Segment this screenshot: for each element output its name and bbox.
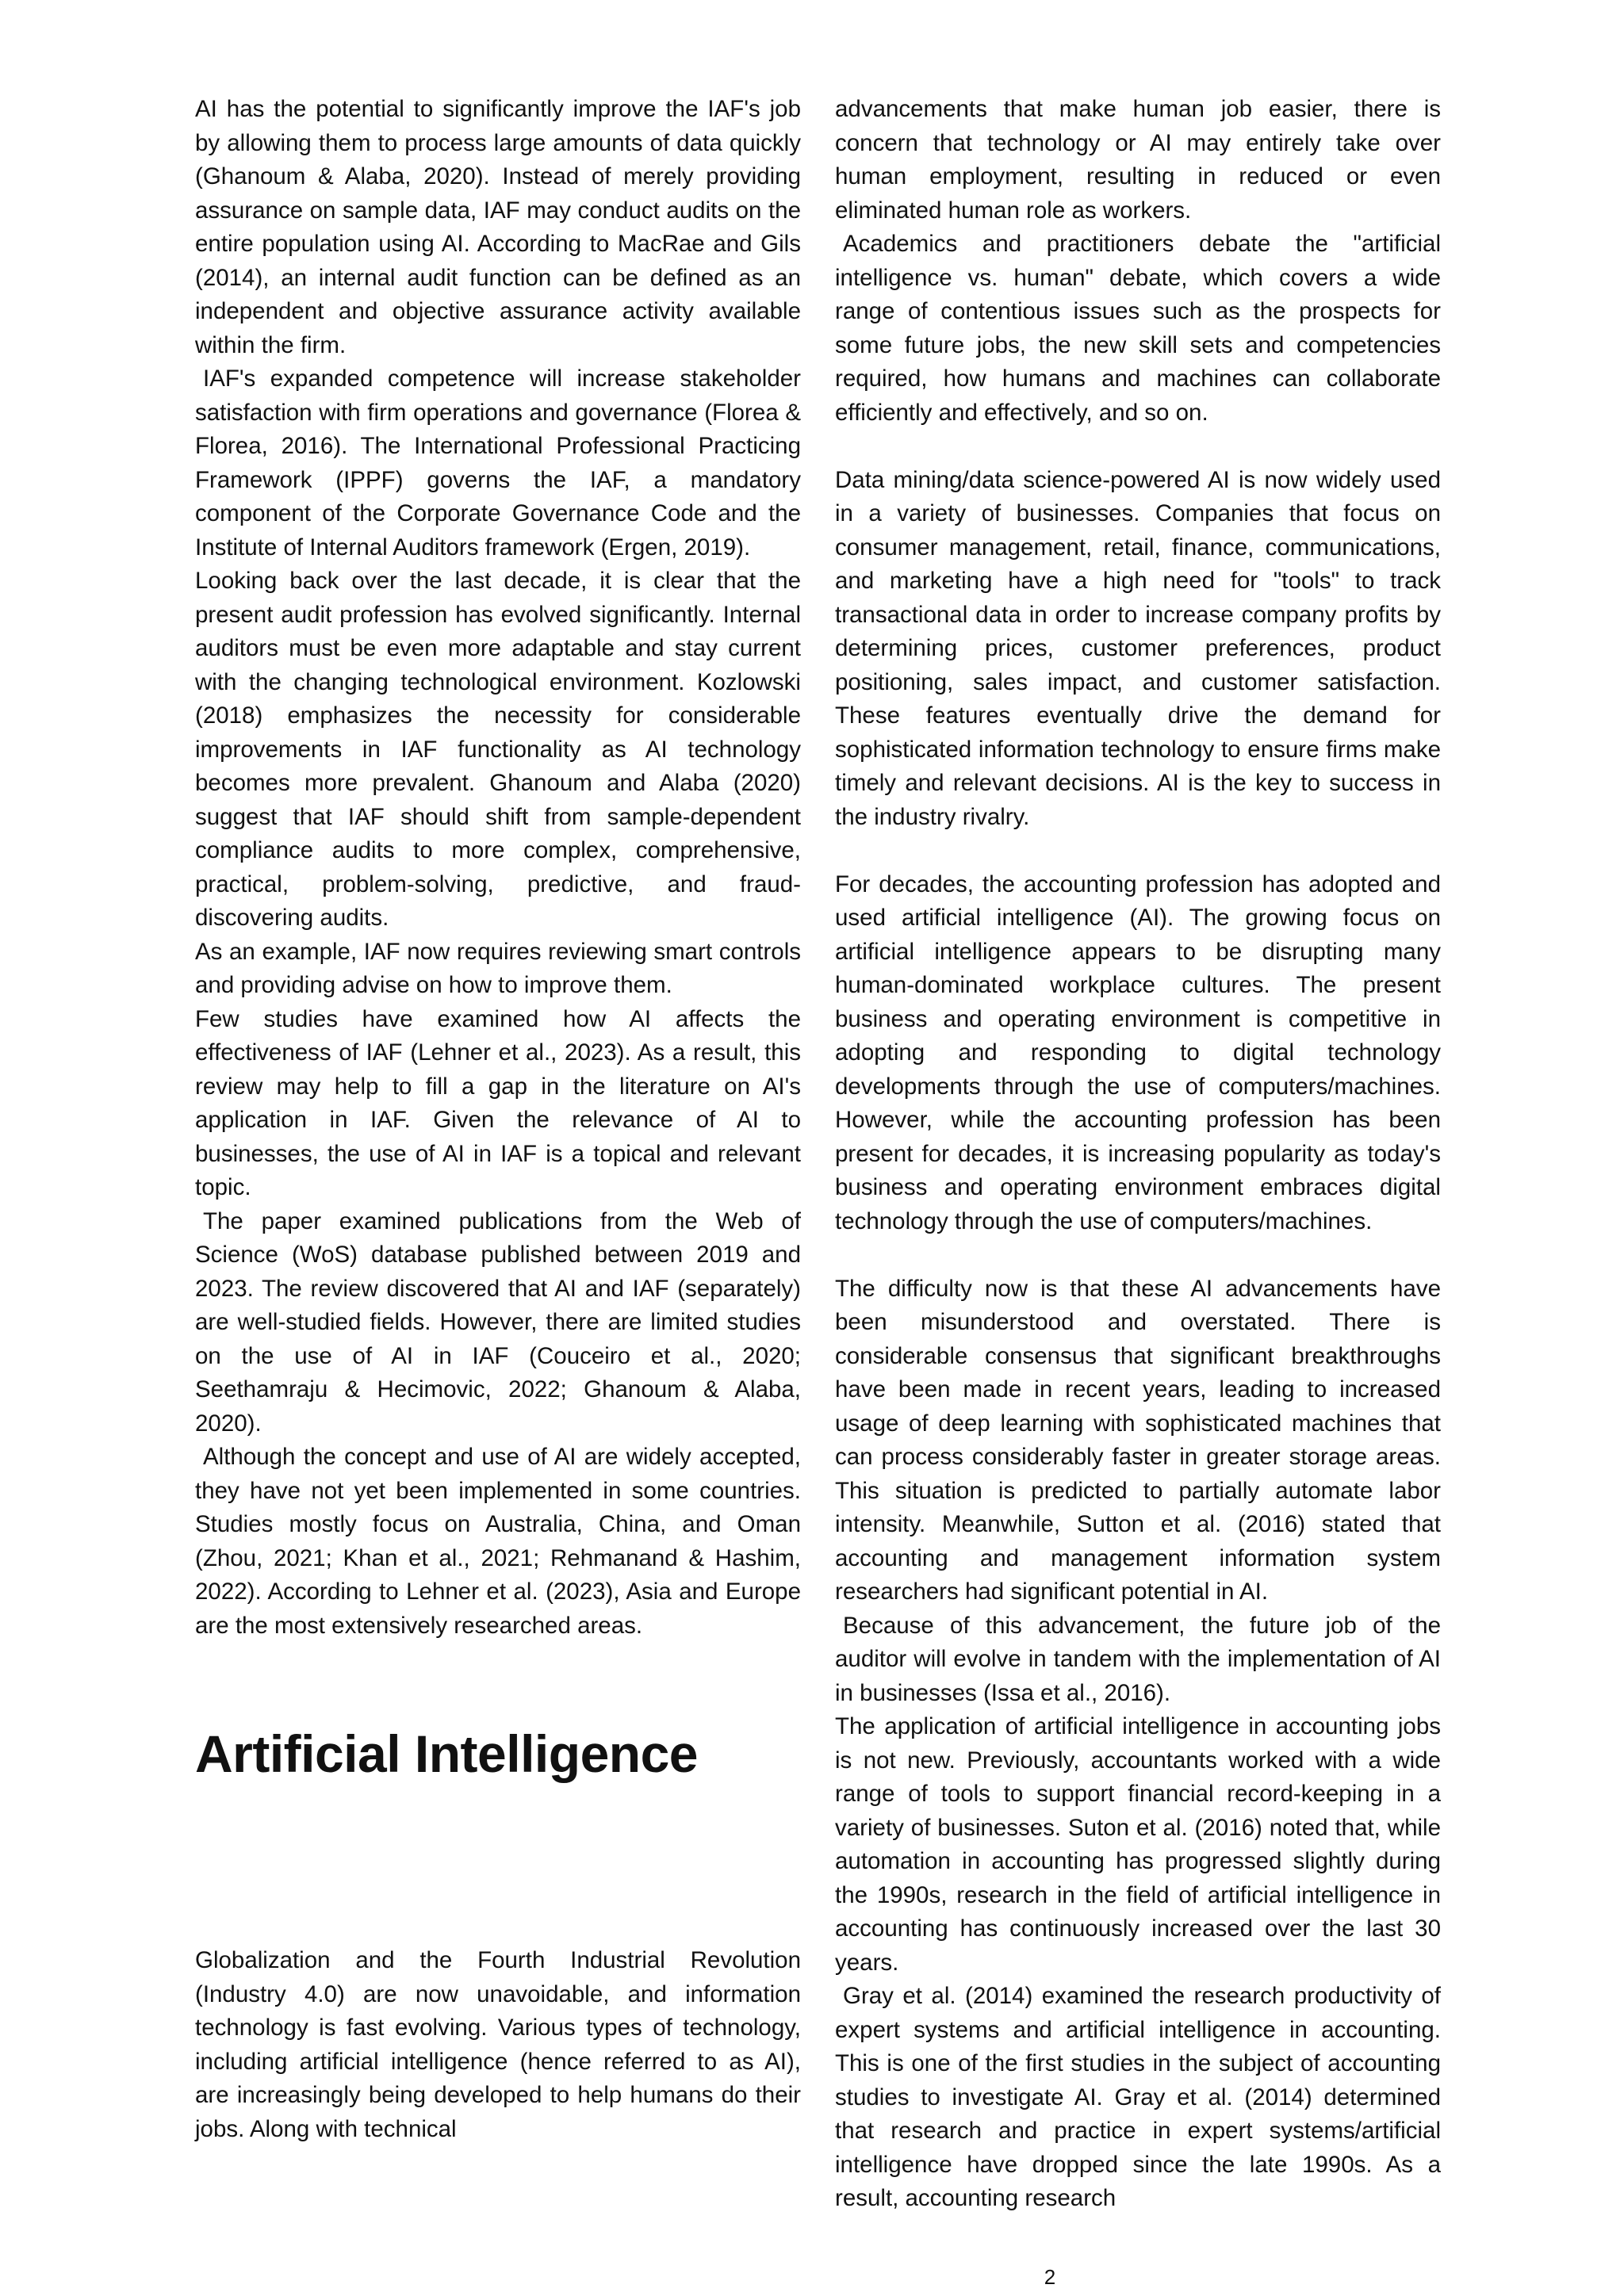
left-column bbox=[195, 93, 801, 2146]
body-paragraph: The paper examined publications from the Web of Science (WoS) database published between 2019 and 2023. The review discovered that AI and IAF (separately) are well-studied fields. However, there are limited studies on the use of AI in IAF (Couceiro et al., 2020; Seethamraju & Hecimovic, 2022; Ghanoum & Alaba, 2020). bbox=[195, 1207, 801, 1437]
body-paragraph: The application of artificial intelligence in accounting jobs is not new. Previously, accountants worked with a wide range of tools to support financial record-keeping in a variety of businesses. Suton et al. (2016) noted that, while automation in accounting has progressed slightly during the 1990s, research in the field of artificial intelligence in accounting has continuously increased over the last 30 years. bbox=[835, 1713, 1441, 1976]
body-paragraph: Globalization and the Fourth Industrial Revolution (Industry 4.0) are now unavoidable, and information technology is fast evolving. Various types of technology, including artificial intelligence (hence referred to as AI), are increasingly being developed to help humans do their jobs. Along with technical bbox=[195, 1947, 801, 2142]
body-paragraph: Few studies have examined how AI affects the effectiveness of IAF (Lehner et al., 2023). As a result, this review may help to fill a gap in the literature on AI's application in IAF. Given the relevance of AI to businesses, the use of AI in IAF is a topical and relevant topic. bbox=[195, 1005, 801, 1200]
body-paragraph: Data mining/data science-powered AI is now widely used in a variety of businesses. Companies that focus on consumer management, retail, finance, communications, and marketing have a high need for "tools" to track transactional data in order to increase company profits by determining prices, customer preferences, product positioning, sales impact, and customer satisfaction. These features eventually drive the demand for sophisticated information technology to ensure firms make timely and relevant decisions. AI is the key to success in the industry rivalry. bbox=[835, 466, 1441, 830]
body-paragraph: The difficulty now is that these AI advancements have been misunderstood and overstated. There is considerable consensus that significant breakthroughs have been made in recent years, leading to increased usage of deep learning with sophisticated machines that can process considerably faster in greater storage areas. This situation is predicted to partially automate labor intensity. Meanwhile, Sutton et al. (2016) stated that accounting and management information system researchers had significant potential in AI. bbox=[835, 1275, 1441, 1605]
body-paragraph: Gray et al. (2014) examined the research productivity of expert systems and artificial intelligence in accounting. This is one of the first studies in the subject of accounting studies to investigate AI. Gray et al. (2014) determined that research and practice in expert systems/artificial intelligence have dropped since the late 1990s. As a result, accounting research bbox=[835, 1983, 1441, 2211]
body-paragraph: AI has the potential to significantly improve the IAF's job by allowing them to process large amounts of data quickly (Ghanoum & Alaba, 2020). Instead of merely providing assurance on sample data, IAF may conduct audits on the entire population using AI. According to MacRae and Gils (2014), an internal audit function can be defined as an independent and objective assurance activity available within the firm. bbox=[195, 96, 801, 358]
body-paragraph: Looking back over the last decade, it is clear that the present audit profession has evolved significantly. Internal auditors must be even more adaptable and stay current with the changing technological environment. Kozlowski (2018) emphasizes the necessity for considerable improvements in IAF functionality as AI technology becomes more prevalent. Ghanoum and Alaba (2020) suggest that IAF should shift from sample-dependent compliance audits to more complex, comprehensive, practical, problem-solving, predictive, and fraud-discovering audits. bbox=[195, 568, 801, 931]
body-paragraph: Academics and practitioners debate the "artificial intelligence vs. human" debate, which covers a wide range of contentious issues such as the prospects for some future jobs, the new skill sets and competencies required, how humans and machines can collaborate efficiently and effectively, and so on. bbox=[835, 231, 1441, 426]
body-paragraph: advancements that make human job easier, there is concern that technology or AI may entirely take over human employment, resulting in reduced or even eliminated human role as workers. bbox=[835, 96, 1441, 224]
section-heading: Artificial Intelligence bbox=[195, 1724, 698, 1783]
body-paragraph: As an example, IAF now requires reviewing smart controls and providing advise on how to improve them. bbox=[195, 938, 801, 998]
body-paragraph: IAF's expanded competence will increase stakeholder satisfaction with firm operations and governance (Florea & Florea, 2016). The International Professional Practicing Framework (IPPF) governs the IAF, a mandatory component of the Corporate Governance Code and the Institute of Internal Auditors framework (Ergen, 2019). bbox=[195, 365, 801, 561]
body-paragraph: Because of this advancement, the future job of the auditor will evolve in tandem with the implementation of AI in businesses (Issa et al., 2016). bbox=[835, 1612, 1441, 1706]
page-number: 2 bbox=[1044, 2265, 1056, 2289]
body-paragraph: For decades, the accounting profession has adopted and used artificial intelligence (AI). The growing focus on artificial intelligence appears to be disrupting many human-dominated workplace cultures. The present business and operating environment is competitive in adopting and responding to digital technology developments through the use of computers/machines. However, while the accounting profession has been present for decades, it is increasing popularity as today's business and operating environment embraces digital technology through the use of computers/machines. bbox=[835, 871, 1441, 1234]
body-paragraph: Although the concept and use of AI are widely accepted, they have not yet been implemented in some countries. Studies mostly focus on Australia, China, and Oman (Zhou, 2021; Khan et al., 2021; Rehmanand & Hashim, 2022). According to Lehner et al. (2023), Asia and Europe are the most extensively researched areas. bbox=[195, 1444, 801, 1639]
right-column bbox=[835, 93, 1441, 2216]
